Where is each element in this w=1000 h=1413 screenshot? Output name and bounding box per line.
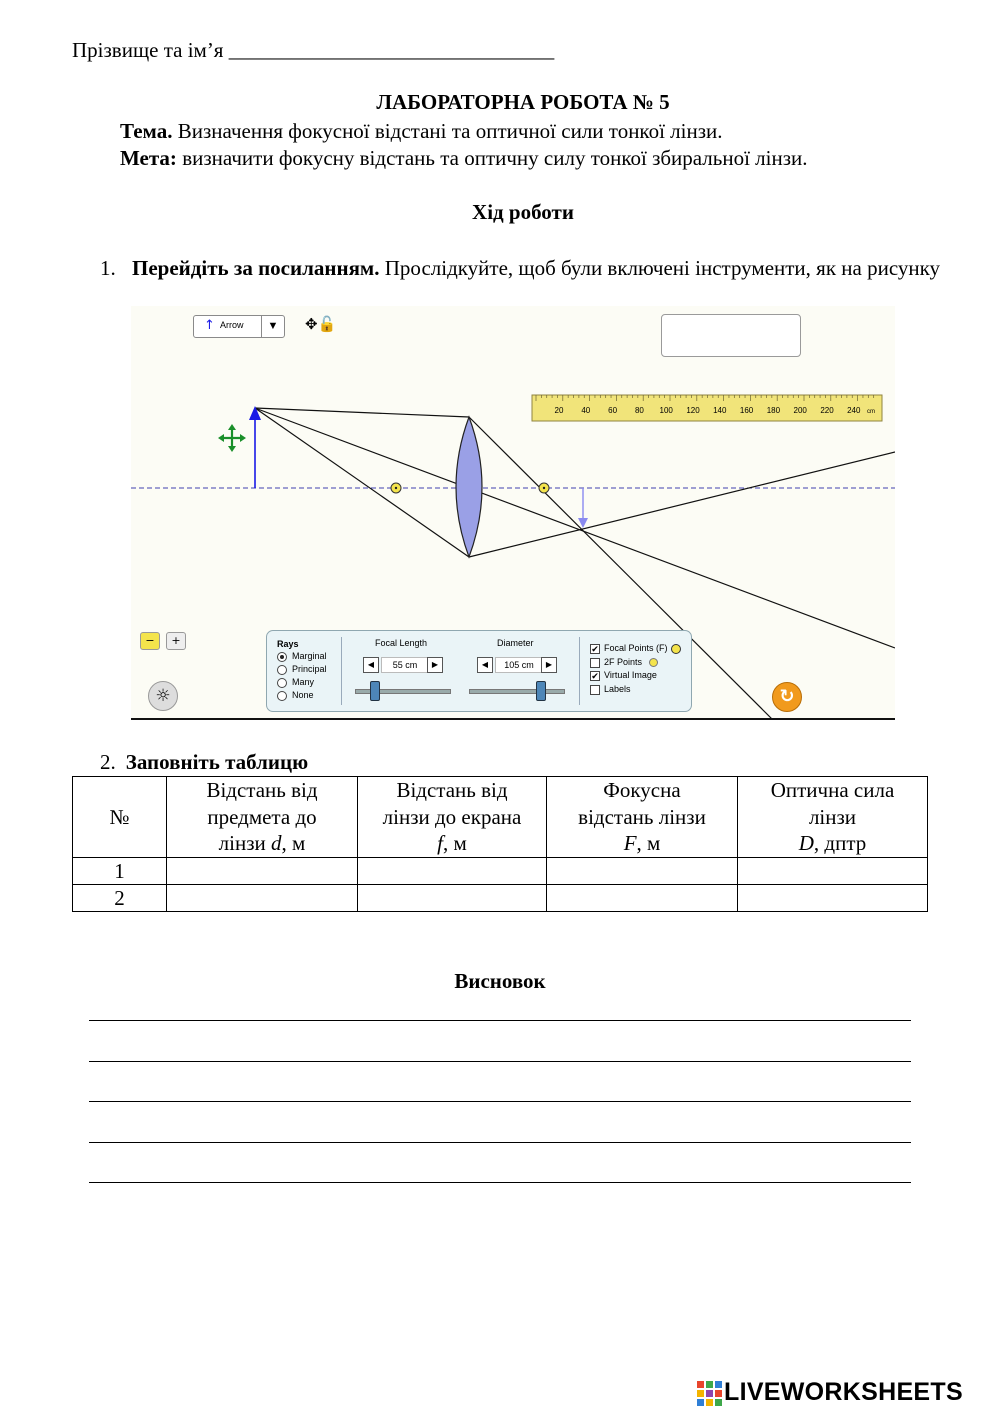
diameter-value[interactable]: 105 cm [495,657,543,673]
rays-radio-none[interactable] [277,691,287,701]
conclusion-line[interactable] [89,1142,911,1143]
simulation-divider [131,718,895,720]
cell-input[interactable] [167,885,358,912]
rays-option-label: Marginal [292,651,327,661]
rays-radio-many[interactable] [277,678,287,688]
ruler-tick-label: 120 [686,406,700,415]
chevron-down-icon[interactable]: ▼ [261,316,284,337]
header-image-distance: Відстань від лінзи до екрана f, м [358,777,547,858]
rays-title: Rays [277,639,299,649]
diameter-slider[interactable] [469,689,565,694]
object-type-label: Arrow [220,320,244,330]
ruler-tick-label: 140 [713,406,727,415]
header-focal-length: Фокусна відстань лінзи F, м [547,777,738,858]
ray-2 [255,408,469,557]
control-panel [266,630,692,712]
cell-input[interactable] [738,858,928,885]
checkbox-label: Virtual Image [604,670,657,680]
step-1-text: Прослідкуйте, щоб були включені інструменти, як на рисунку [384,256,941,280]
topic-line [120,119,722,144]
arrow-object-icon: ↑ [204,318,215,333]
focal-point-icon [671,644,681,654]
conclusion-line[interactable] [89,1061,911,1062]
ruler-tick-label: 80 [634,406,644,415]
ruler-tick-label: 160 [739,406,754,415]
move-handle-icon [218,424,246,452]
ruler-tick-label: 20 [554,406,564,415]
settings-icon[interactable]: ☼ [148,681,178,711]
goal-line [120,146,808,171]
table-row [73,885,928,912]
row-number: 1 [73,858,167,885]
checkbox-2f-points[interactable] [590,658,600,668]
rays-radio-marginal[interactable] [277,652,287,662]
ruler-tick-label: 100 [659,406,673,415]
cell-input[interactable] [167,858,358,885]
header-optical-power: Оптична сила лінзи D, дптр [738,777,928,858]
ray-2-refracted [469,452,895,557]
ruler-tick-label: 40 [581,406,591,415]
checkbox-label: Labels [604,684,631,694]
ruler-tick-label: 220 [820,406,834,415]
table-header-row [73,777,928,858]
step-2-number: 2. [100,750,116,774]
step-1-bold[interactable]: Перейдіть за посиланням. [132,256,380,280]
goal-text: визначити фокусну відстань та оптичну силу тонкої збиральної лінзи. [182,146,808,170]
step-2-bold: Заповніть таблицю [125,750,309,774]
step-1-number: 1. [100,256,116,280]
lab-title: ЛАБОРАТОРНА РОБОТА № 5 [376,90,670,114]
ruler-unit: cm [867,409,875,415]
header-object-distance: Відстань від предмета до лінзи d, м [167,777,358,858]
diameter-increase-button[interactable]: ▶ [541,657,557,673]
diameter-label: Diameter [497,638,534,648]
conclusion-line[interactable] [89,1182,911,1183]
zoom-in-icon[interactable]: + [166,632,186,650]
object-type-select[interactable] [193,315,285,338]
rays-option-label: None [292,690,314,700]
focal-length-value[interactable]: 55 cm [381,657,429,673]
conclusion-line[interactable] [89,1020,911,1021]
diameter-decrease-button[interactable]: ◀ [477,657,493,673]
checkbox-virtual-image[interactable]: ✔ [591,671,599,681]
zoom-out-icon[interactable]: − [140,632,160,650]
goal-label: Мета: [120,146,177,170]
checkbox-labels[interactable] [590,685,600,695]
focal-decrease-button[interactable]: ◀ [363,657,379,673]
move-lock-icon[interactable]: ✥🔓 [305,315,337,333]
table-row [73,858,928,885]
ruler-icon [532,395,882,421]
lens-simulation [131,306,895,720]
focal-length-label: Focal Length [375,638,428,648]
cell-input[interactable] [358,885,547,912]
progress-title: Хід роботи [472,200,574,224]
rays-option-label: Many [292,677,315,687]
topic-label: Тема. [120,119,173,143]
diameter-thumb[interactable] [536,681,546,701]
cell-input[interactable] [547,885,738,912]
row-number: 2 [73,885,167,912]
toolbox[interactable] [661,314,801,357]
cell-input[interactable] [547,858,738,885]
header-number: № [73,777,167,858]
conclusion-line[interactable] [89,1101,911,1102]
cell-input[interactable] [738,885,928,912]
ruler-tick-label: 60 [608,406,618,415]
checkbox-label: Focal Points (F) [604,643,668,653]
student-name-line [72,38,554,63]
step-2 [100,750,308,775]
name-blank[interactable]: _______________________________ [228,38,555,62]
logo-blocks-icon [697,1381,723,1407]
ruler-tick-label: 180 [766,406,781,415]
conclusion-title: Висновок [454,969,546,993]
rays-option-label: Principal [292,664,327,674]
ruler-tick-label: 240 [847,406,861,415]
focal-increase-button[interactable]: ▶ [427,657,443,673]
checkbox-label: 2F Points [604,657,643,667]
reset-button[interactable]: ↻ [772,682,802,712]
rays-radio-principal[interactable] [277,665,287,675]
ray-3 [255,408,895,648]
2f-point-icon [649,658,658,667]
data-table [72,776,928,912]
cell-input[interactable] [358,858,547,885]
lens [456,417,482,557]
step-1 [100,255,940,282]
name-label: Прізвище та ім’я [72,38,224,62]
ray-1 [255,408,469,417]
logo-text: LIVEWORKSHEETS [724,1378,963,1406]
checkbox-focal-points[interactable]: ✔ [591,644,599,654]
topic-text: Визначення фокусної відстані та оптичної сили тонкої лінзи. [177,119,723,143]
ruler-tick-label: 200 [793,406,807,415]
focal-length-thumb[interactable] [370,681,380,701]
